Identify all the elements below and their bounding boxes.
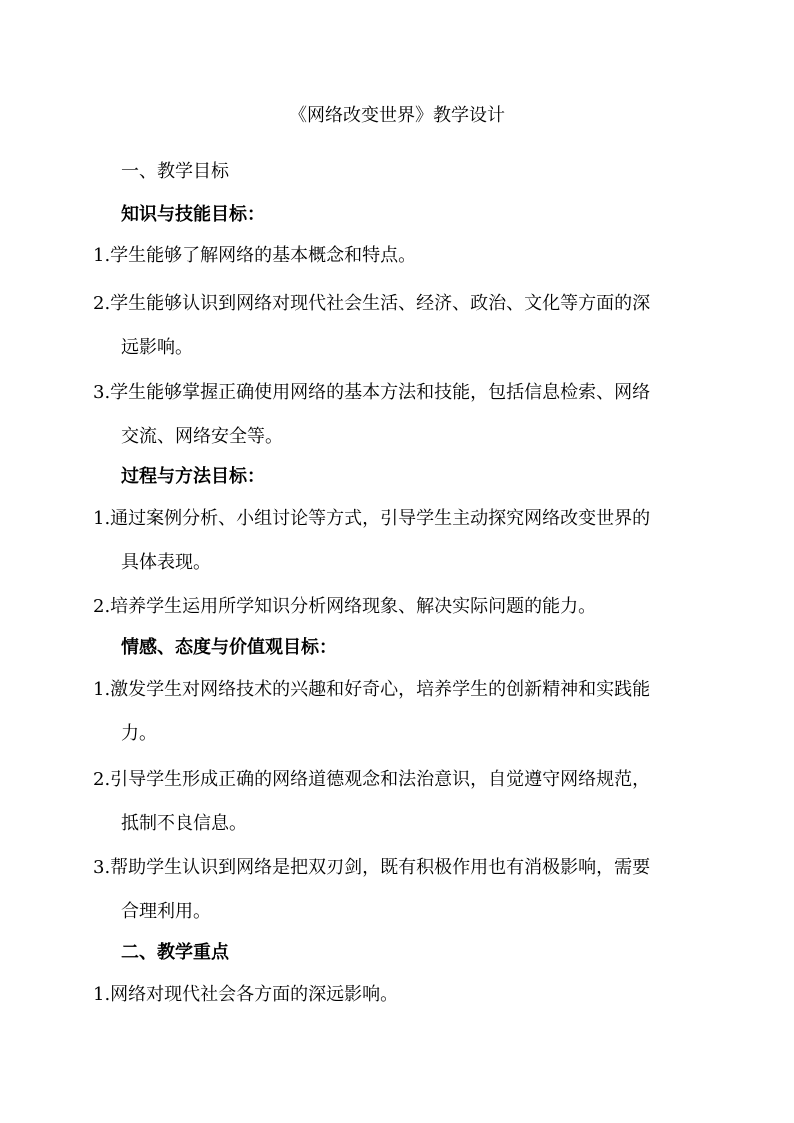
- list-item: 2.培养学生运用所学知识分析网络现象、解决实际问题的能力。: [93, 596, 597, 617]
- list-item: 1.通过案例分析、小组讨论等方式，引导学生主动探究网络改变世界的: [93, 508, 651, 529]
- subheading-process-method: 过程与方法目标：: [121, 466, 265, 487]
- list-item: 1.学生能够了解网络的基本概念和特点。: [93, 245, 417, 266]
- list-item-continuation: 具体表现。: [121, 552, 211, 573]
- subheading-knowledge-skills: 知识与技能目标：: [121, 204, 265, 225]
- list-item-continuation: 力。: [121, 723, 157, 744]
- list-item-continuation: 交流、网络安全等。: [121, 426, 283, 447]
- document-title: 《网络改变世界》教学设计: [289, 105, 505, 126]
- list-item-continuation: 远影响。: [121, 337, 193, 358]
- list-item-continuation: 抵制不良信息。: [121, 813, 247, 834]
- section-heading-teaching-focus: 二、教学重点: [121, 942, 229, 963]
- list-item: 2.学生能够认识到网络对现代社会生活、经济、政治、文化等方面的深: [93, 293, 651, 314]
- list-item: 3.学生能够掌握正确使用网络的基本方法和技能，包括信息检索、网络: [93, 382, 651, 403]
- list-item: 2.引导学生形成正确的网络道德观念和法治意识，自觉遵守网络规范，: [93, 769, 651, 790]
- list-item: 1.网络对现代社会各方面的深远影响。: [93, 984, 399, 1005]
- subheading-emotion-values: 情感、态度与价值观目标：: [121, 637, 337, 658]
- list-item-continuation: 合理利用。: [121, 901, 211, 922]
- list-item: 1.激发学生对网络技术的兴趣和好奇心，培养学生的创新精神和实践能: [93, 679, 651, 700]
- list-item: 3.帮助学生认识到网络是把双刃剑，既有积极作用也有消极影响，需要: [93, 857, 651, 878]
- section-heading-teaching-goals: 一、教学目标: [121, 161, 229, 182]
